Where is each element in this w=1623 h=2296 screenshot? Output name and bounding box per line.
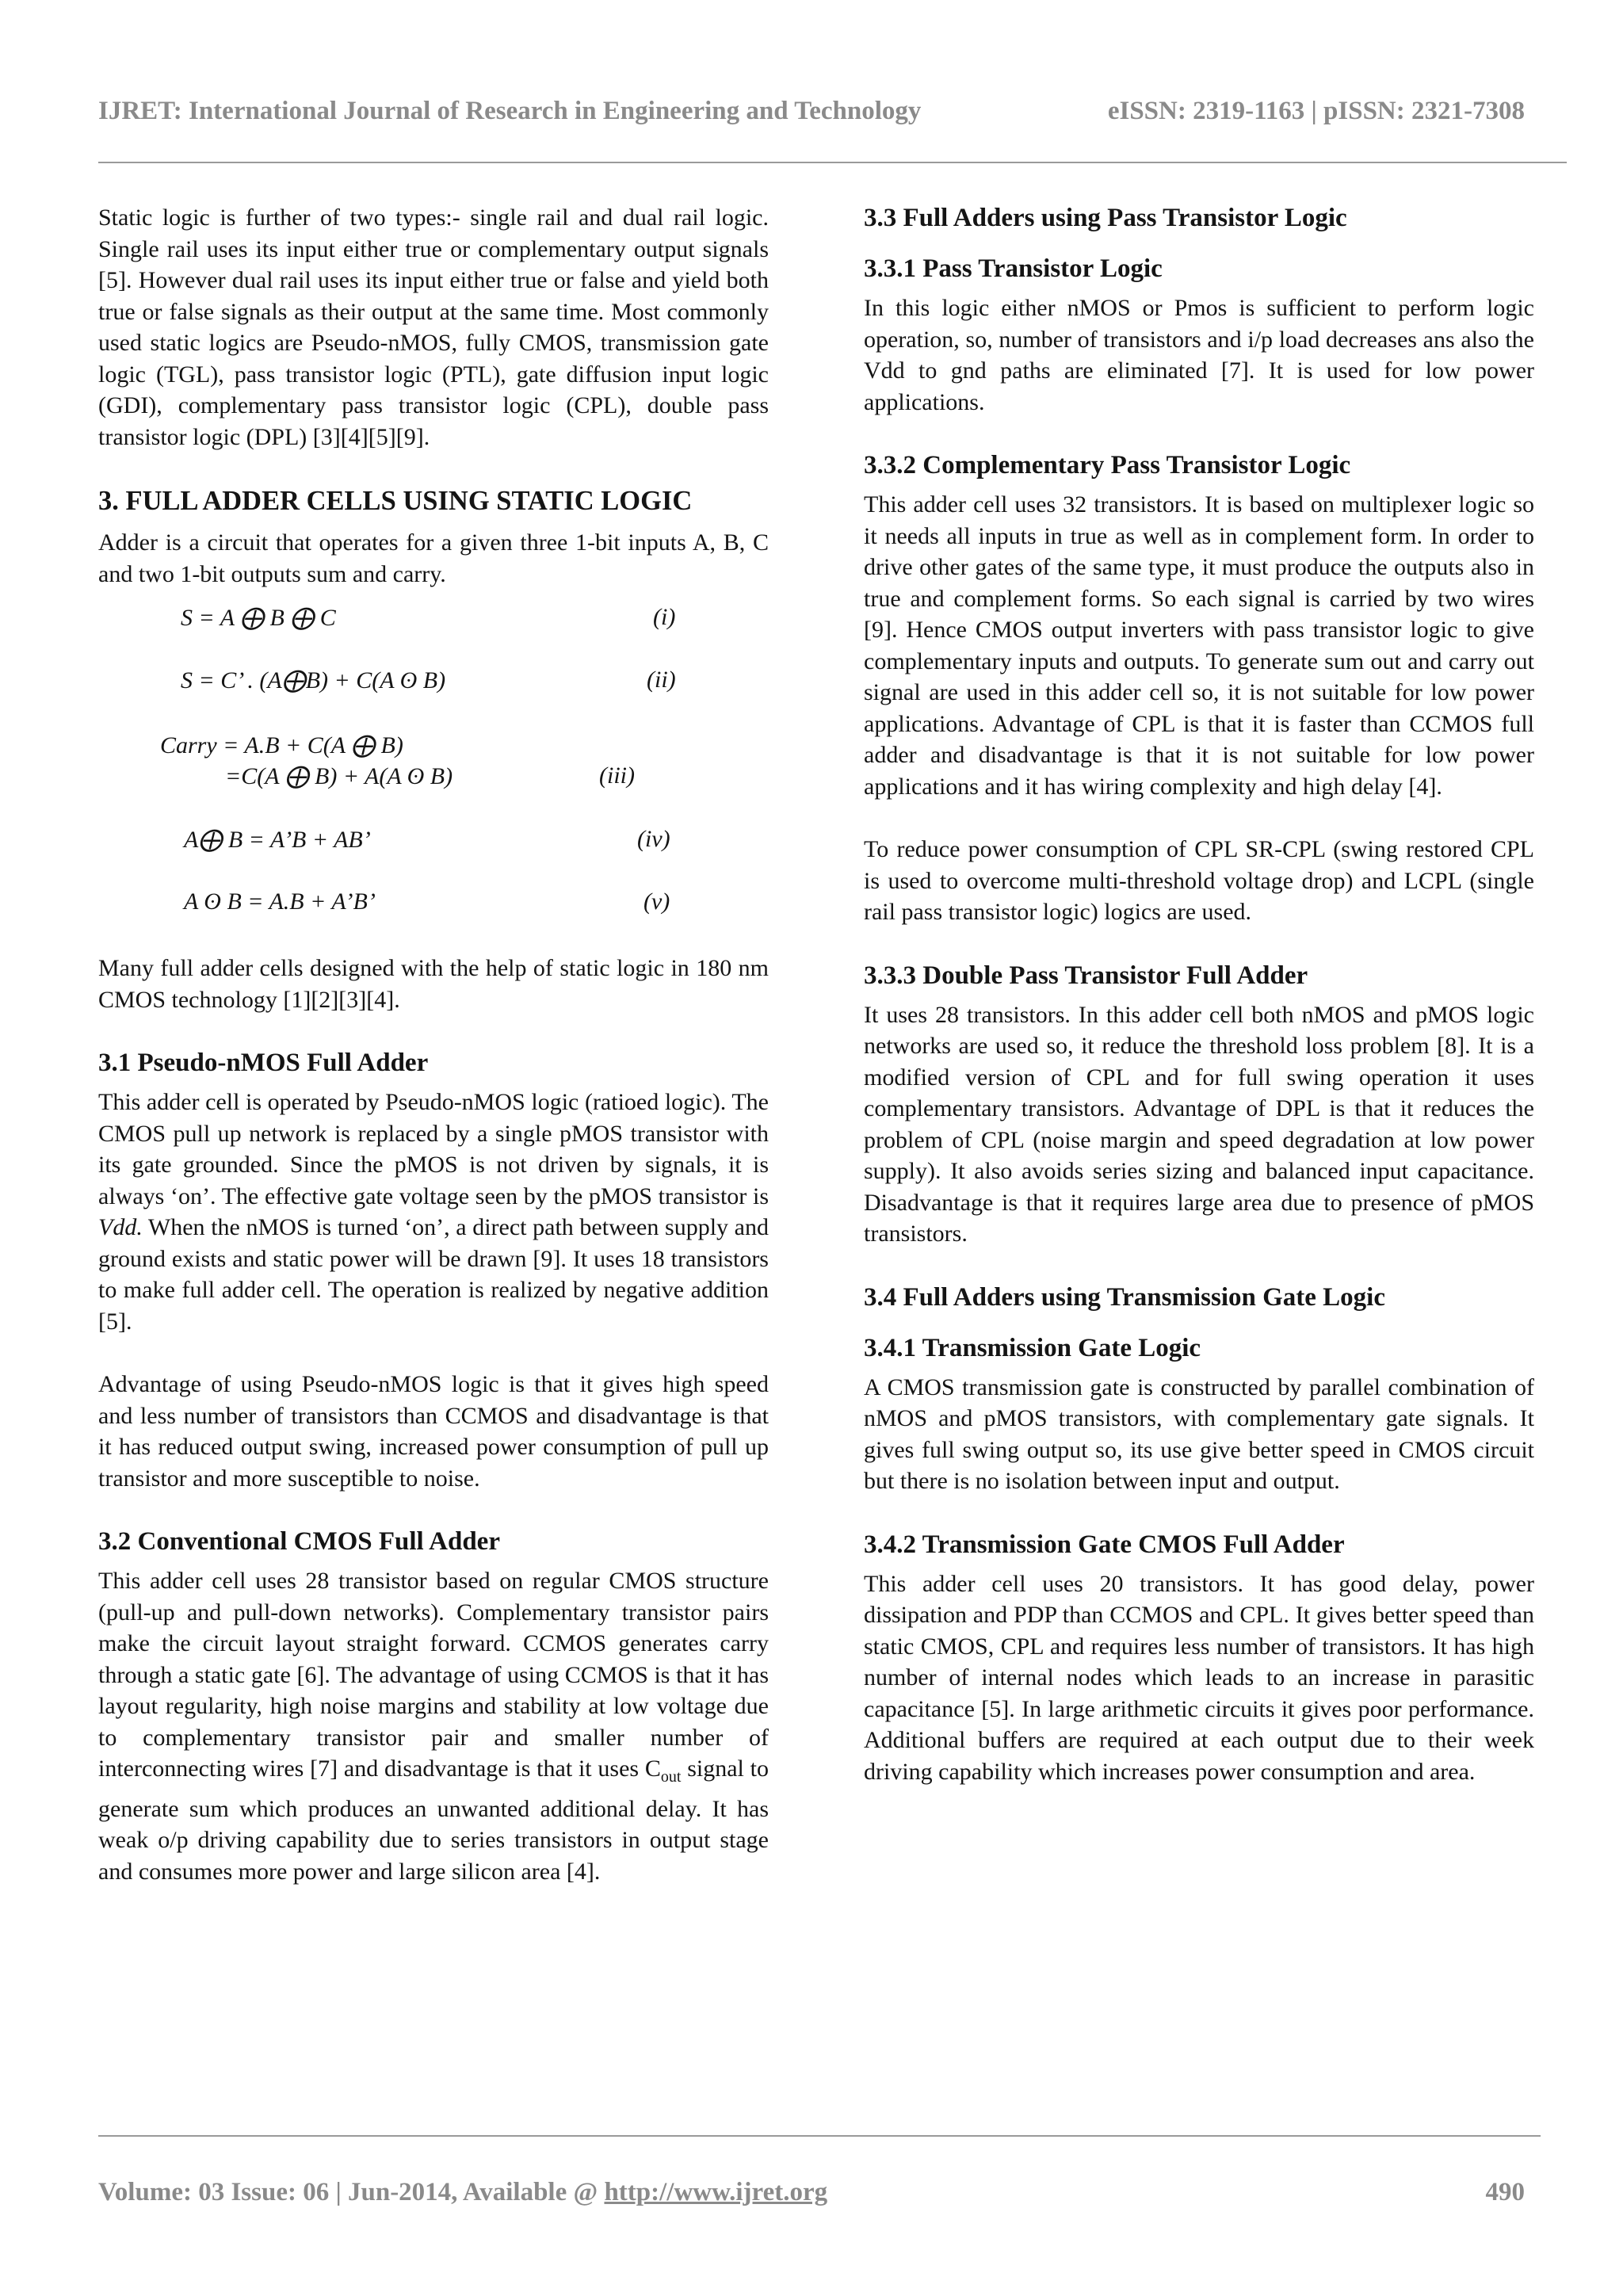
heading-3-1: 3.1 Pseudo-nMOS Full Adder <box>98 1049 429 1077</box>
paragraph-3-2-text: This adder cell uses 28 transistor based on regular CMOS structure (pull-up and pull-down networks). Complementary transistor pairs make the circuit layout straight forward. CCMOS generates carry through a static gate [6]. The advantage of using CCMOS is that it has layout regularity, high noise margins and stability at low voltage due to complementary transistor pair and smaller number of interconnecting wires [7] and disadvantage is that it uses C <box>98 1568 769 1782</box>
paragraph-3-1-b: Advantage of using Pseudo-nMOS logic is that it gives high speed and less number of transistors than CCMOS and disadvantage is that it has reduced output swing, increased power consumption of pull up transistor and more susceptible to noise. <box>98 1371 769 1492</box>
paragraph-3-2-text-2: signal to generate sum which produces an unwanted additional delay. It has weak o/p driving capability due to series transistors in output stage and consumes more power and large silicon area [4]. <box>98 1755 769 1885</box>
section-heading-3: 3. FULL ADDER CELLS USING STATIC LOGIC <box>98 486 693 516</box>
journal-title: IJRET: International Journal of Research in Engineering and Technology <box>98 97 922 125</box>
heading-3-3-1: 3.3.1 Pass Transistor Logic <box>864 254 1163 283</box>
paragraph-many-cells: Many full adder cells designed with the help of static logic in 180 nm CMOS technology [1][2][3][4]. <box>98 955 769 1013</box>
paragraph-3-1-a-text: This adder cell is operated by Pseudo-nMOS logic (ratioed logic). The CMOS pull up network is replaced by a single pMOS transistor with its gate grounded. Since the pMOS is not driven by signals, it is always ‘on’. The effective gate voltage seen by the pMOS transistor is <box>98 1089 769 1209</box>
footer-volume <box>98 2178 827 2207</box>
right-column <box>864 202 1534 1787</box>
paragraph-3-1-a <box>98 1087 769 1337</box>
issn-info: eISSN: 2319-1163 | pISSN: 2321-7308 <box>1107 97 1525 125</box>
equation-3-number: (iii) <box>599 762 635 789</box>
paragraph-3-2 <box>98 1565 769 1887</box>
equation-2: S = C’ . (A⨁B) + C(A ʘ B) <box>181 667 446 693</box>
vdd-term: Vdd. <box>98 1214 143 1240</box>
cout-subscript: out <box>660 1768 682 1786</box>
paragraph-static-logic: Static logic is further of two types:- single rail and dual rail logic. Single rail uses its input either true or complementary output signals [5]. However dual rail uses its input either true or false and yield both true or false signals as their output at the same time. Most commonly used static logics are Pseudo-nMOS, fully CMOS, transmission gate logic (TGL), pass transistor logic (PTL), gate diffusion input logic (GDI), complementary pass transistor logic (CPL), double pass transistor logic (DPL) [3][4][5][9]. <box>98 204 769 450</box>
footer-volume-text: Volume: 03 Issue: 06 | Jun-2014, Available @ <box>98 2178 605 2206</box>
equation-5-number: (v) <box>643 888 670 915</box>
heading-3-3: 3.3 Full Adders using Pass Transistor Logic <box>864 204 1347 232</box>
paragraph-adder: Adder is a circuit that operates for a given three 1-bit inputs A, B, C and two 1-bit outputs sum and carry. <box>98 529 769 587</box>
equation-4-number: (iv) <box>637 826 670 852</box>
paragraph-3-3-2-a: This adder cell uses 32 transistors. It is based on multiplexer logic so it needs all inputs in true as well as in complement form. In order to drive other gates of the same type, it must produce the outputs also in true and complement forms. So each signal is carried by two wires [9]. Hence CMOS output inverters with pass transistor logic to give complementary inputs and outputs. To generate sum out and carry out signal are used in this adder cell so, it is not suitable for low power applications. Advantage of CPL is that it is faster than CCMOS full adder and disadvantage is that it is not suitable for low power applications and it has wiring complexity and high delay [4]. <box>864 491 1534 800</box>
equation-block <box>98 604 769 984</box>
equation-3-line-2: =C(A ⨁ B) + A(A ʘ B) <box>225 763 453 789</box>
paragraph-3-3-2-b: To reduce power consumption of CPL SR-CPL (swing restored CPL is used to overcome multi-threshold voltage drop) and LCPL (single rail pass transistor logic) logics are used. <box>864 836 1534 925</box>
equation-4: A⨁ B = A’B + AB’ <box>184 827 371 853</box>
paragraph-3-3-3: It uses 28 transistors. In this adder cell both nMOS and pMOS logic networks are used so, it reduce the threshold loss problem [8]. It is a modified version of CPL and for full swing operation it uses complementary transistors. Advantage of DPL is that it reduces the problem of CPL (noise margin and speed degradation at low power supply). It also avoids series sizing and balanced input capacitance. Disadvantage is that it requires large area due to presence of pMOS transistors. <box>864 1001 1534 1247</box>
equation-1-number: (i) <box>653 604 676 630</box>
heading-3-3-3: 3.3.3 Double Pass Transistor Full Adder <box>864 961 1308 990</box>
equation-5: A ʘ B = A.B + A’B’ <box>184 888 376 915</box>
heading-3-4-1: 3.4.1 Transmission Gate Logic <box>864 1333 1201 1362</box>
header-divider <box>98 162 1567 163</box>
paragraph-3-1-a-text-2: When the nMOS is turned ‘on’, a direct path between supply and ground exists and static power will be drawn [9]. It uses 18 transistors to make full adder cell. The operation is realized by negative addition [5]. <box>98 1214 769 1335</box>
page-number: 490 <box>1485 2178 1525 2206</box>
journal-link[interactable]: http://www.ijret.org <box>604 2178 828 2206</box>
equation-2-number: (ii) <box>647 667 676 693</box>
equation-1: S = A ⨁ B ⨁ C <box>181 605 336 631</box>
footer-divider <box>98 2135 1541 2137</box>
heading-3-3-2: 3.3.2 Complementary Pass Transistor Logic <box>864 451 1351 479</box>
page-header <box>98 97 1525 126</box>
heading-3-4-2: 3.4.2 Transmission Gate CMOS Full Adder <box>864 1530 1345 1559</box>
heading-3-2: 3.2 Conventional CMOS Full Adder <box>98 1527 500 1556</box>
paragraph-3-4-1: A CMOS transmission gate is constructed by parallel combination of nMOS and pMOS transistors, with complementary gate signals. It gives full swing output so, its use give better speed in CMOS circuit but there is no isolation between input and output. <box>864 1373 1534 1494</box>
page-footer <box>98 2178 1525 2207</box>
paragraph-3-4-2: This adder cell uses 20 transistors. It has good delay, power dissipation and PDP than CCMOS and CPL. It gives better speed than static CMOS, CPL and requires less number of transistors. It has high number of internal nodes which leads to an increase in parasitic capacitance [5]. In large arithmetic circuits it gives poor performance. Additional buffers are required at each output due to their week driving capability which increases power consumption and area. <box>864 1570 1534 1785</box>
paragraph-3-3-1: In this logic either nMOS or Pmos is sufficient to perform logic operation, so, number of transistors and i/p load decreases ans also the Vdd to gnd paths are eliminated [7]. It is used for low power applications. <box>864 295 1534 415</box>
left-column <box>98 202 769 1887</box>
heading-3-4: 3.4 Full Adders using Transmission Gate Logic <box>864 1282 1385 1312</box>
equation-3-line-1: Carry = A.B + C(A ⨁ B) <box>160 732 403 758</box>
